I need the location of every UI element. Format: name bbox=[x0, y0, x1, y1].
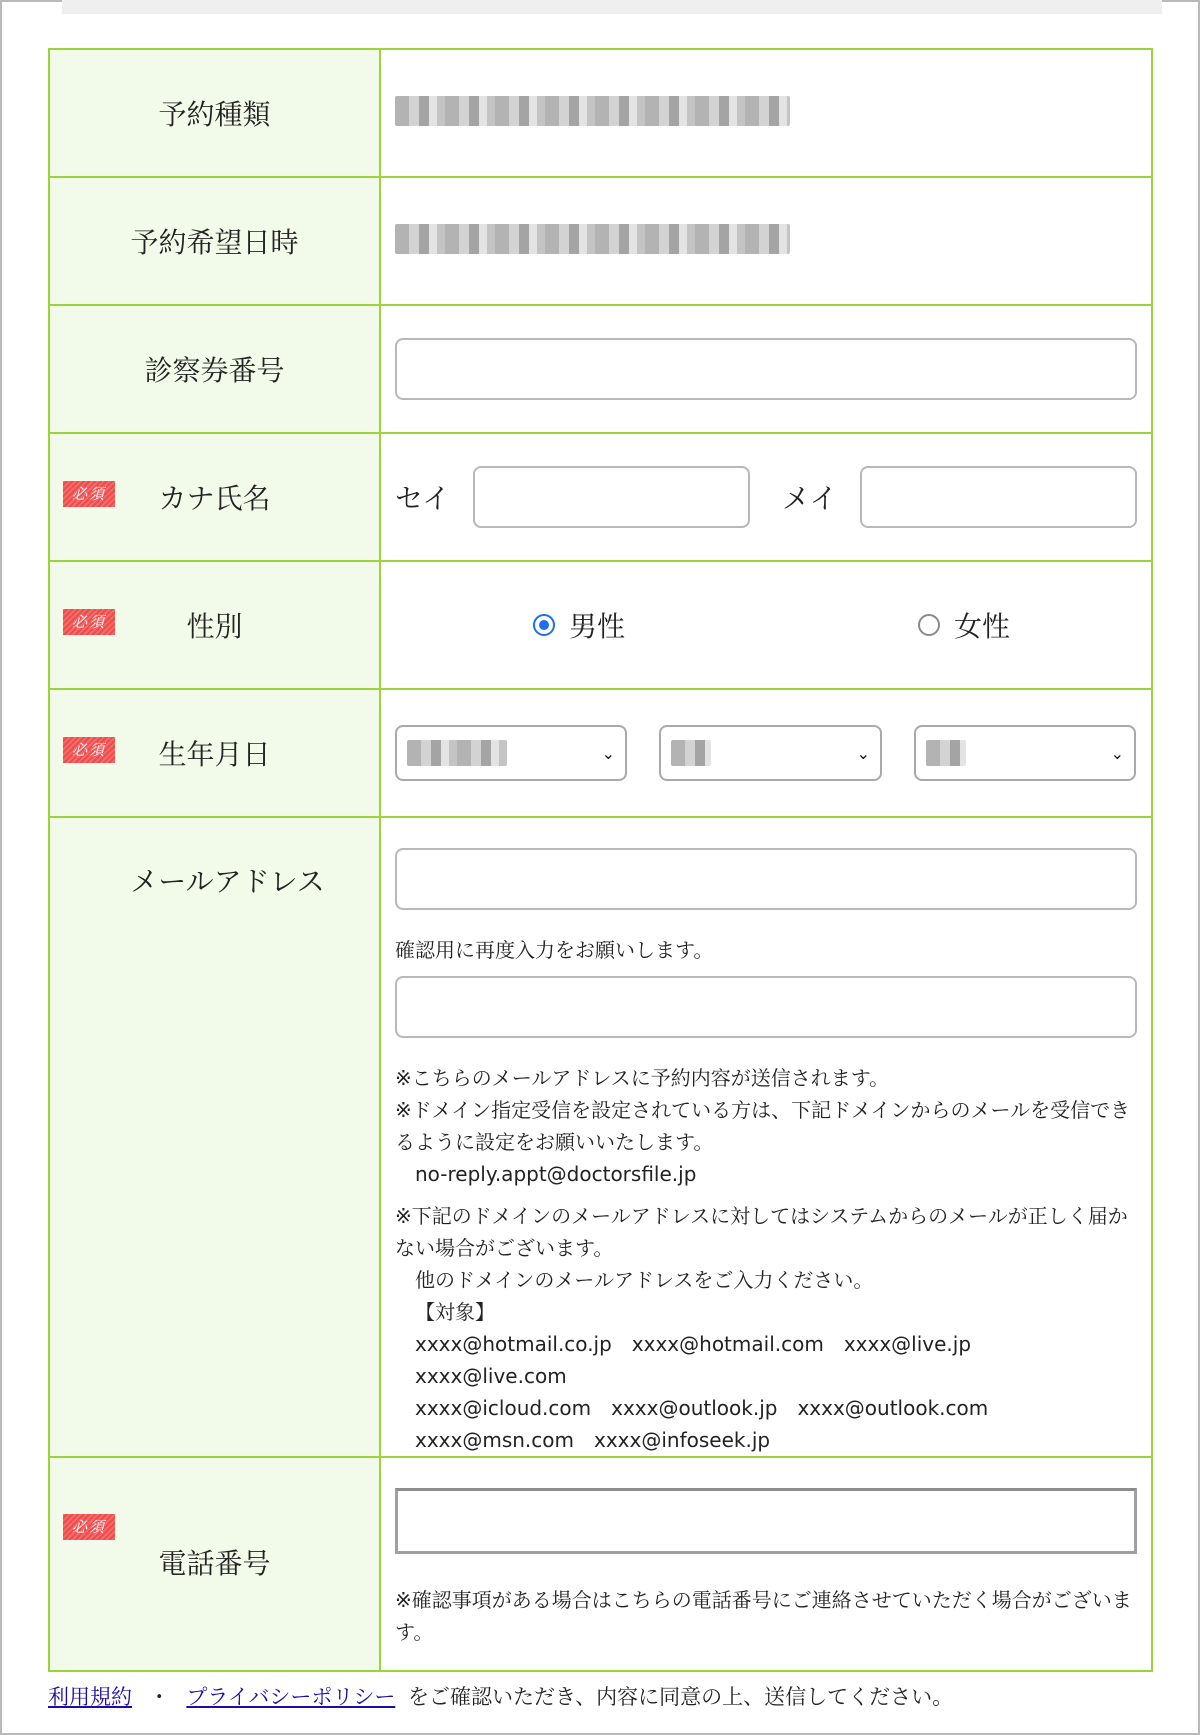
chevron-down-icon: ⌄ bbox=[601, 743, 615, 763]
required-badge: 必須 bbox=[63, 609, 115, 635]
email-confirm-label: 確認用に再度入力をお願いします。 bbox=[395, 938, 714, 962]
row-kana-name bbox=[49, 433, 1152, 561]
required-badge: 必須 bbox=[63, 481, 115, 507]
row-reservation-datetime bbox=[49, 177, 1152, 305]
email-targets-line: xxxx@hotmail.co.jp xxxx@hotmail.com xxxx@live.jp xxxx@live.com bbox=[415, 1332, 992, 1388]
value-cell bbox=[380, 689, 1152, 817]
reservation-type-label: 予約種類 bbox=[158, 98, 271, 131]
value-cell bbox=[380, 817, 1152, 1457]
kana-name-fields bbox=[395, 466, 1137, 528]
phone-note: ※確認事項がある場合はこちらの電話番号にご連絡させていただく場合がございます。 bbox=[395, 1588, 1132, 1644]
reservation-datetime-label: 予約希望日時 bbox=[130, 226, 299, 259]
chevron-down-icon: ⌄ bbox=[856, 743, 870, 763]
gender-option-label: 女性 bbox=[954, 610, 1011, 643]
gender-options bbox=[395, 605, 1137, 645]
sei-input[interactable] bbox=[473, 466, 750, 528]
reservation-form bbox=[48, 48, 1153, 1672]
value-cell bbox=[380, 49, 1152, 177]
kana-name-label: カナ氏名 bbox=[158, 482, 271, 515]
sei-label: セイ bbox=[395, 482, 451, 515]
row-birthday bbox=[49, 689, 1152, 817]
phone-label: 電話番号 bbox=[158, 1546, 271, 1580]
gender-option-female[interactable] bbox=[918, 605, 1010, 645]
gender-label: 性別 bbox=[186, 610, 243, 643]
value-cell bbox=[380, 433, 1152, 561]
email-confirm-input[interactable] bbox=[395, 976, 1137, 1038]
email-targets-line: xxxx@icloud.com xxxx@outlook.jp xxxx@outlook.com bbox=[415, 1396, 989, 1420]
label-cell bbox=[49, 177, 380, 305]
top-divider bbox=[62, 0, 1162, 14]
value-cell bbox=[380, 561, 1152, 689]
email-label: メールアドレス bbox=[130, 865, 325, 898]
birth-month-select[interactable] bbox=[659, 725, 882, 781]
row-gender bbox=[49, 561, 1152, 689]
value-cell bbox=[380, 305, 1152, 433]
mei-input[interactable] bbox=[860, 466, 1137, 528]
reservation-type-value-redacted bbox=[395, 96, 790, 126]
terms-link[interactable]: 利用規約 bbox=[48, 1685, 132, 1709]
gender-option-label: 男性 bbox=[569, 610, 626, 643]
chevron-down-icon: ⌄ bbox=[1110, 743, 1124, 763]
required-badge: 必須 bbox=[63, 1514, 115, 1540]
label-cell bbox=[49, 817, 380, 1457]
email-note-send: ※こちらのメールアドレスに予約内容が送信されます。 bbox=[395, 1066, 890, 1090]
label-cell bbox=[49, 433, 380, 561]
label-cell bbox=[49, 689, 380, 817]
birth-day-value-redacted bbox=[926, 740, 966, 766]
value-cell bbox=[380, 1457, 1152, 1671]
birth-year-select[interactable] bbox=[395, 725, 627, 781]
value-cell bbox=[380, 177, 1152, 305]
row-patient-card bbox=[49, 305, 1152, 433]
birthday-label: 生年月日 bbox=[158, 738, 271, 771]
birth-month-value-redacted bbox=[671, 740, 711, 766]
email-targets-line: xxxx@msn.com xxxx@infoseek.jp bbox=[415, 1428, 771, 1452]
required-badge: 必須 bbox=[63, 737, 115, 763]
patient-card-label: 診察券番号 bbox=[144, 354, 285, 387]
footer-separator: ・ bbox=[148, 1685, 170, 1709]
consent-footer bbox=[48, 1681, 953, 1711]
row-reservation-type bbox=[49, 49, 1152, 177]
patient-card-input[interactable] bbox=[395, 338, 1137, 400]
phone-input[interactable] bbox=[395, 1488, 1137, 1554]
email-sender-domain: no-reply.appt@doctorsfile.jp bbox=[415, 1162, 697, 1186]
row-email bbox=[49, 817, 1152, 1457]
label-cell bbox=[49, 1457, 380, 1671]
email-note-other-domain: 他のドメインのメールアドレスをご入力ください。 bbox=[415, 1268, 874, 1292]
mei-label: メイ bbox=[782, 482, 838, 515]
birth-year-value-redacted bbox=[407, 740, 507, 766]
label-cell bbox=[49, 305, 380, 433]
birth-day-select[interactable] bbox=[914, 725, 1136, 781]
footer-consent-text: をご確認いただき、内容に同意の上、送信してください。 bbox=[408, 1685, 954, 1709]
email-note-undeliverable: ※下記のドメインのメールアドレスに対してはシステムからのメールが正しく届かない場合がございます。 bbox=[395, 1204, 1128, 1260]
radio-unchecked-icon[interactable] bbox=[918, 614, 940, 636]
birthday-selects bbox=[395, 725, 1137, 781]
label-cell bbox=[49, 561, 380, 689]
row-phone bbox=[49, 1457, 1152, 1671]
email-note-domain-setting: ※ドメイン指定受信を設定されている方は、下記ドメインからのメールを受信できるように設定をお願いいたします。 bbox=[395, 1098, 1131, 1154]
reservation-datetime-value-redacted bbox=[395, 224, 790, 254]
email-target-heading: 【対象】 bbox=[415, 1300, 495, 1324]
radio-checked-icon[interactable] bbox=[533, 614, 555, 636]
gender-option-male[interactable] bbox=[533, 605, 625, 645]
privacy-policy-link[interactable]: プライバシーポリシー bbox=[186, 1685, 396, 1709]
email-input[interactable] bbox=[395, 848, 1137, 910]
label-cell bbox=[49, 49, 380, 177]
